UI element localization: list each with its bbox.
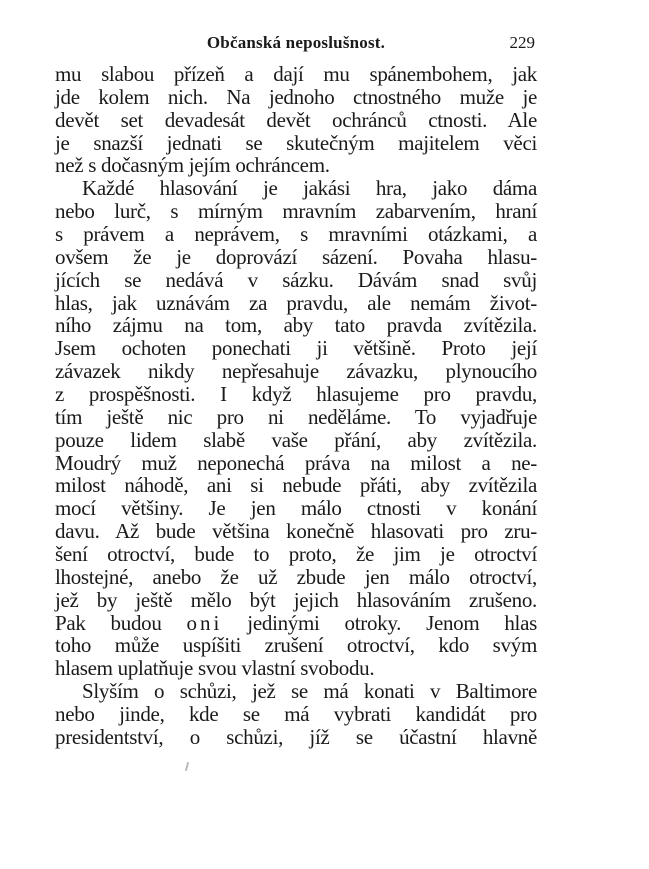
page-body-text — [55, 63, 537, 749]
text-line: toho může uspíšiti zrušení otroctví, kdo svým — [55, 633, 537, 658]
text-line: hlas, jak uznávám za pravdu, ale nemám život- — [55, 290, 537, 315]
text-line: ního zájmu na tom, aby tato pravda zvítězila. — [55, 313, 537, 338]
running-header — [55, 33, 537, 57]
text-line: davu. Až bude většina konečně hlasovati pro zru- — [55, 519, 537, 544]
print-speck — [185, 762, 189, 771]
text-line-paragraph-start: Každé hlasování je jakási hra, jako dáma — [82, 176, 537, 201]
text-line: jících se nedává v sázku. Dávám snad svůj — [55, 267, 537, 292]
text-fragment: Pak budou — [55, 610, 187, 635]
text-line: Jsem ochoten ponechati ji většině. Proto její — [55, 336, 537, 361]
emphasized-word: oni — [186, 610, 223, 635]
text-line: šení otroctví, bude to proto, že jim je otroctví — [55, 542, 537, 567]
text-line: závazek nikdy nepřesahuje závazku, plynoucího — [55, 359, 537, 384]
text-line — [55, 612, 537, 635]
page-number: 229 — [509, 33, 535, 52]
text-line: ovšem že je doprovází sázení. Povaha hlasu- — [55, 244, 537, 269]
text-line: mocí většiny. Je jen málo ctnosti v konání — [55, 496, 537, 521]
text-line: z prospěšnosti. I když hlasujeme pro pravdu, — [55, 382, 537, 407]
text-line: jež by ještě mělo být jejich hlasováním zrušeno. — [55, 587, 537, 612]
text-line-paragraph-start: Slyším o schůzi, jež se má konati v Baltimore — [82, 679, 537, 704]
text-line: devět set devadesát devět ochránců ctnosti. Ale — [55, 107, 537, 132]
text-line: nebo lurč, s mírným mravním zabarvením, hraní — [55, 199, 537, 224]
text-line: presidentství, o schůzi, jíž se účastní hlavně — [55, 724, 537, 749]
text-line: je snazší jednati se skutečným majitelem věci — [55, 130, 537, 155]
text-line: s právem a neprávem, s mravními otázkami, a — [55, 222, 537, 247]
text-line: milost náhodě, ani si nebude přáti, aby zvítězila — [55, 473, 537, 498]
text-line: lhostejné, anebo že už zbude jen málo otroctví, — [55, 564, 537, 589]
text-line: hlasem uplatňuje svou vlastní svobodu. — [55, 656, 375, 681]
text-fragment: jedinými otroky. Jenom hlas — [222, 610, 537, 635]
text-line: nebo jinde, kde se má vybrati kandidát pro — [55, 702, 537, 727]
text-line: tím ještě nic pro ni neděláme. To vyjadřuje — [55, 404, 537, 429]
text-line: pouze lidem slabě vaše přání, aby zvítězila. — [55, 427, 537, 452]
text-line: Moudrý muž neponechá práva na milost a ne- — [55, 450, 537, 475]
text-line: jde kolem nich. Na jednoho ctnostného muže je — [55, 84, 537, 109]
text-line: mu slabou přízeň a dají mu spánembohem, jak — [55, 62, 537, 86]
text-line: než s dočasným jejím ochráncem. — [55, 153, 330, 178]
running-title: Občanská neposlušnost. — [206, 33, 386, 52]
